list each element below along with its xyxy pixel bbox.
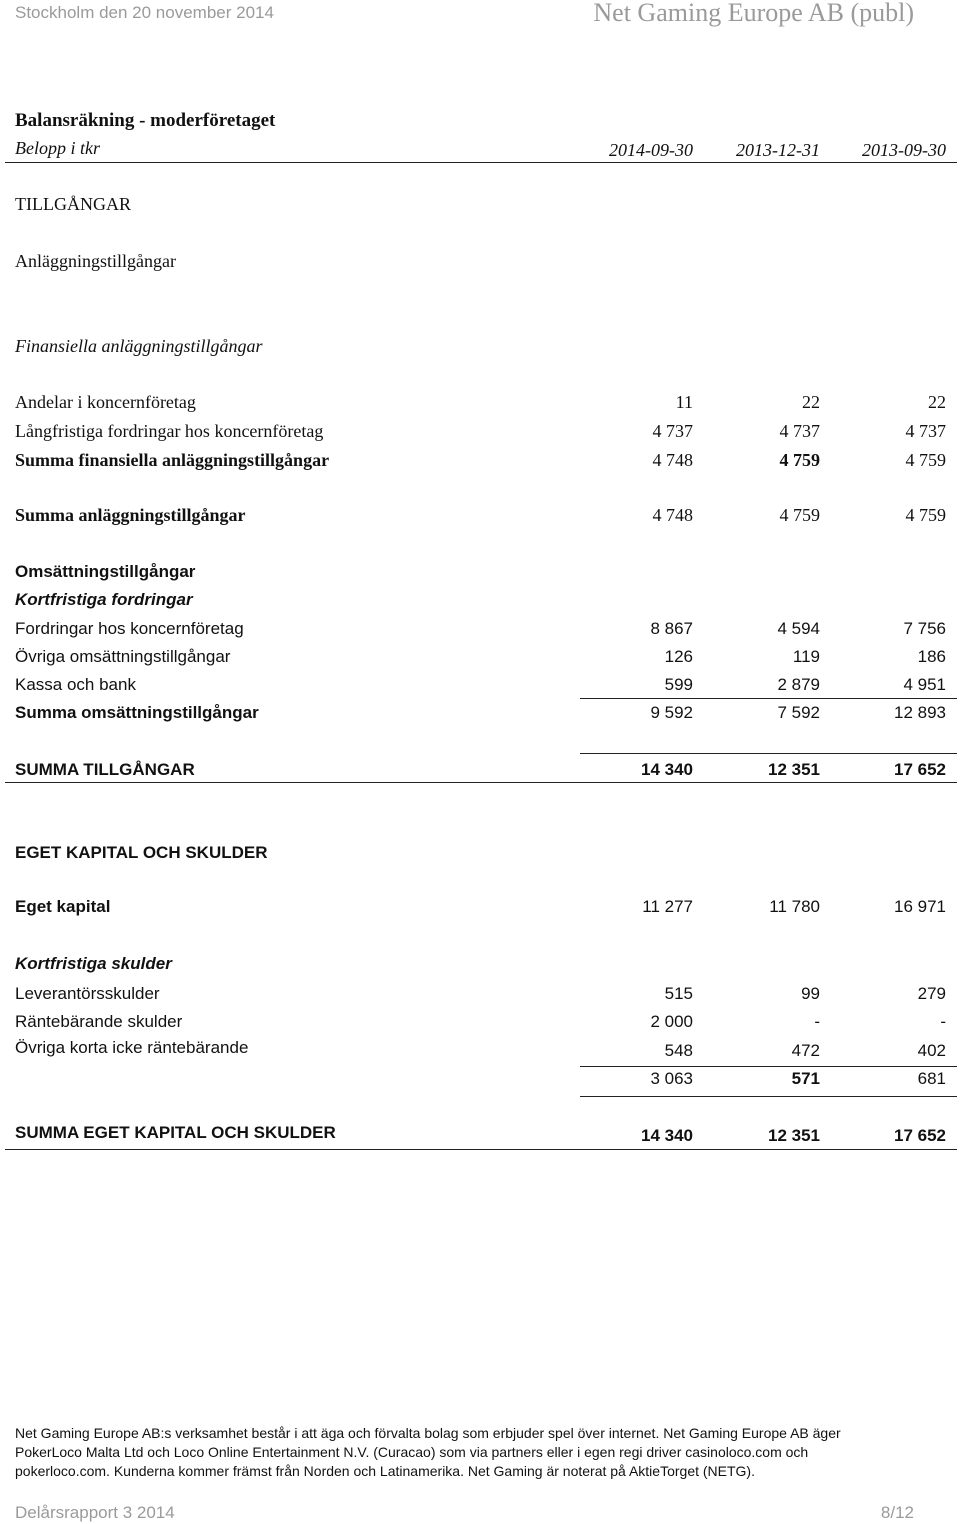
cell-value: 4 748	[652, 450, 693, 470]
section-finansiella: Finansiella anläggningstillgångar	[15, 336, 263, 356]
cell-value: 9 592	[650, 703, 693, 722]
cell-value: 2 000	[650, 1012, 693, 1031]
cell-value: 119	[792, 647, 820, 666]
row-label: Leverantörsskulder	[15, 984, 160, 1003]
cell-value: 4 759	[779, 505, 820, 525]
table-row	[0, 984, 960, 1010]
cell-value: 681	[917, 1069, 946, 1088]
total-rule-bottom	[5, 1149, 957, 1150]
section-anlaggning: Anläggningstillgångar	[15, 251, 176, 271]
row-label: Summa omsättningstillgångar	[15, 703, 259, 722]
cell-value: 14 340	[641, 1126, 693, 1145]
row-label: Summa anläggningstillgångar	[15, 505, 246, 525]
cell-value: 186	[917, 647, 946, 666]
cell-value: -	[940, 1012, 946, 1031]
cell-value: 4 594	[777, 619, 820, 638]
row-label: Räntebärande skulder	[15, 1012, 183, 1031]
section-heading	[0, 954, 960, 980]
cell-value: 515	[664, 984, 693, 1003]
row-label: Långfristiga fordringar hos koncernföretag	[15, 421, 324, 441]
cell-value: 17 652	[894, 760, 946, 779]
column-header-1: 2014-09-30	[609, 140, 693, 160]
footer-text-line: PokerLoco Malta Ltd och Loco Online Entertainment N.V. (Curacao) som via partners eller i egen regi driver casinoloco.com och	[15, 1444, 809, 1460]
cell-value: 472	[791, 1041, 820, 1060]
cell-value: 279	[917, 984, 946, 1003]
section-heading	[0, 843, 960, 869]
table-row	[0, 1012, 960, 1038]
table-row	[0, 703, 960, 729]
row-label: Övriga korta icke räntebärande	[15, 1038, 249, 1057]
section-eget-kapital-och-skulder: EGET KAPITAL OCH SKULDER	[15, 843, 268, 862]
cell-value: 8 867	[650, 619, 693, 638]
header-location-date: Stockholm den 20 november 2014	[15, 3, 274, 22]
table-unit: Belopp i tkr	[15, 138, 100, 158]
cell-value: 4 737	[652, 421, 693, 441]
subtotal-rule	[580, 698, 957, 699]
section-omsattning: Omsättningstillgångar	[15, 562, 196, 581]
cell-value: 4 748	[652, 505, 693, 525]
table-row	[0, 392, 960, 418]
footer-text-line: Net Gaming Europe AB:s verksamhet består i att äga och förvalta bolag som erbjuder spel över internet. Net Gaming Europe AB äger	[15, 1425, 841, 1441]
table-row	[0, 421, 960, 447]
header-rule	[5, 162, 957, 163]
table-row	[0, 619, 960, 645]
table-title: Balansräkning - moderföretaget	[15, 110, 276, 131]
header-company-name: Net Gaming Europe AB (publ)	[593, 0, 914, 27]
section-heading	[0, 251, 960, 277]
section-tillgangar: TILLGÅNGAR	[15, 194, 131, 214]
section-kortfristiga-skulder: Kortfristiga skulder	[15, 954, 172, 973]
row-label: Andelar i koncernföretag	[15, 392, 196, 412]
cell-value: 12 893	[894, 703, 946, 722]
total-rule-top	[580, 753, 957, 754]
row-label: Summa finansiella anläggningstillgångar	[15, 450, 330, 470]
section-heading	[0, 590, 960, 616]
column-header-3: 2013-09-30	[862, 140, 946, 160]
cell-value: 11	[675, 392, 693, 412]
row-label: SUMMA EGET KAPITAL OCH SKULDER	[15, 1123, 336, 1142]
section-heading	[0, 194, 960, 220]
footer-text-line: pokerloco.com. Kunderna kommer främst från Norden och Latinamerika. Net Gaming är noterat på AktieTorget (NETG).	[15, 1463, 755, 1479]
cell-value: 4 951	[903, 675, 946, 694]
cell-value: -	[814, 1012, 820, 1031]
cell-value: 7 756	[903, 619, 946, 638]
row-label: Kassa och bank	[15, 675, 136, 694]
total-rule-top	[580, 1096, 957, 1097]
table-row	[0, 1069, 960, 1095]
cell-value: 126	[664, 647, 693, 666]
cell-value: 7 592	[777, 703, 820, 722]
cell-value: 571	[791, 1069, 820, 1088]
footer-page-number: 8/12	[880, 1503, 914, 1522]
table-row	[0, 1038, 960, 1064]
table-row	[0, 647, 960, 673]
cell-value: 599	[664, 675, 693, 694]
cell-value: 14 340	[641, 760, 693, 779]
cell-value: 12 351	[768, 1126, 820, 1145]
cell-value: 4 737	[905, 421, 946, 441]
section-heading	[0, 336, 960, 362]
footer-report-name: Delårsrapport 3 2014	[15, 1503, 175, 1522]
cell-value: 12 351	[768, 760, 820, 779]
cell-value: 22	[928, 392, 946, 412]
row-label: SUMMA TILLGÅNGAR	[15, 760, 195, 779]
table-row	[0, 450, 960, 476]
cell-value: 4 759	[905, 505, 946, 525]
table-row	[0, 505, 960, 531]
row-label: Eget kapital	[15, 897, 111, 916]
section-heading	[0, 562, 960, 588]
cell-value: 4 759	[905, 450, 946, 470]
subtotal-rule	[580, 1066, 957, 1067]
cell-value: 402	[917, 1041, 946, 1060]
cell-value: 548	[664, 1041, 693, 1060]
cell-value: 2 879	[777, 675, 820, 694]
cell-value: 11 277	[642, 897, 693, 916]
total-rule-bottom	[5, 782, 957, 783]
cell-value: 11 780	[769, 897, 820, 916]
section-kortfristiga-fordringar: Kortfristiga fordringar	[15, 590, 193, 609]
cell-value: 3 063	[650, 1069, 693, 1088]
row-label: Övriga omsättningstillgångar	[15, 647, 231, 666]
cell-value: 99	[801, 984, 820, 1003]
cell-value: 4 759	[779, 450, 820, 470]
table-row	[0, 897, 960, 923]
column-header-2: 2013-12-31	[736, 140, 820, 160]
table-row	[0, 1123, 960, 1149]
cell-value: 22	[802, 392, 820, 412]
row-label: Fordringar hos koncernföretag	[15, 619, 244, 638]
cell-value: 16 971	[894, 897, 946, 916]
cell-value: 4 737	[779, 421, 820, 441]
cell-value: 17 652	[894, 1126, 946, 1145]
